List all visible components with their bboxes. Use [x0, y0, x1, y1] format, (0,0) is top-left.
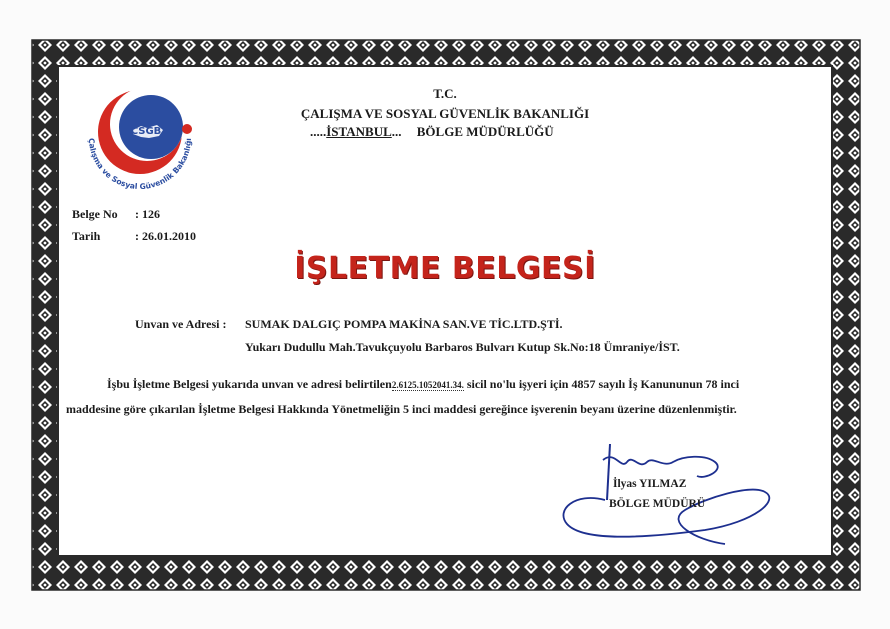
- header-region: [310, 124, 554, 140]
- body-line-1a: İşbu İşletme Belgesi yukarıda unvan ve adresi belirtilen: [107, 377, 392, 391]
- belge-no-label: Belge No: [72, 207, 118, 221]
- company-name: SUMAK DALGIÇ POMPA MAKİNA SAN.VE TİC.LTD.ŞTİ.: [245, 317, 563, 331]
- company-address: Yukarı Dudullu Mah.Tavukçuyolu Barbaros Bulvarı Kutup Sk.No:18 Ümraniye/İST.: [245, 340, 680, 354]
- header-office: BÖLGE MÜDÜRLÜĞÜ: [416, 124, 554, 139]
- body-line-2: maddesine göre çıkarılan İşletme Belgesi Hakkında Yönetmeliğin 5 inci maddesi gereğince işverenin beyanı üzerine düzenlenmiştir.: [66, 402, 737, 416]
- logo-arc-text: Çalışma ve Sosyal Güvenlik Bakanlığı: [86, 137, 194, 192]
- city-dots-before: .....: [310, 124, 327, 139]
- belge-no-value: : 126: [135, 207, 160, 221]
- city-name: İSTANBUL: [326, 124, 392, 139]
- tarih-label: Tarih: [72, 229, 101, 243]
- document-title: İŞLETME BELGESİ: [294, 251, 596, 286]
- signatory-name: İlyas YILMAZ: [613, 478, 687, 490]
- signatory-title: BÖLGE MÜDÜRÜ: [609, 498, 706, 510]
- logo-abbreviation: CSGB: [130, 126, 162, 137]
- tarih-value: : 26.01.2010: [135, 229, 196, 243]
- sicil-number: 2.6125.1052041.34.: [391, 380, 464, 390]
- company-label: Unvan ve Adresi :: [135, 317, 227, 331]
- city-dots-after: ...: [391, 124, 402, 139]
- body-line-1b: sicil no'lu işyeri için 4857 sayılı İş Kanununun 78 inci: [463, 377, 740, 391]
- header-ministry: ÇALIŞMA VE SOSYAL GÜVENLİK BAKANLIĞI: [300, 106, 590, 121]
- body-line-1: [107, 377, 739, 392]
- header-tc: T.C.: [433, 86, 457, 101]
- signature-scribble: [555, 440, 785, 550]
